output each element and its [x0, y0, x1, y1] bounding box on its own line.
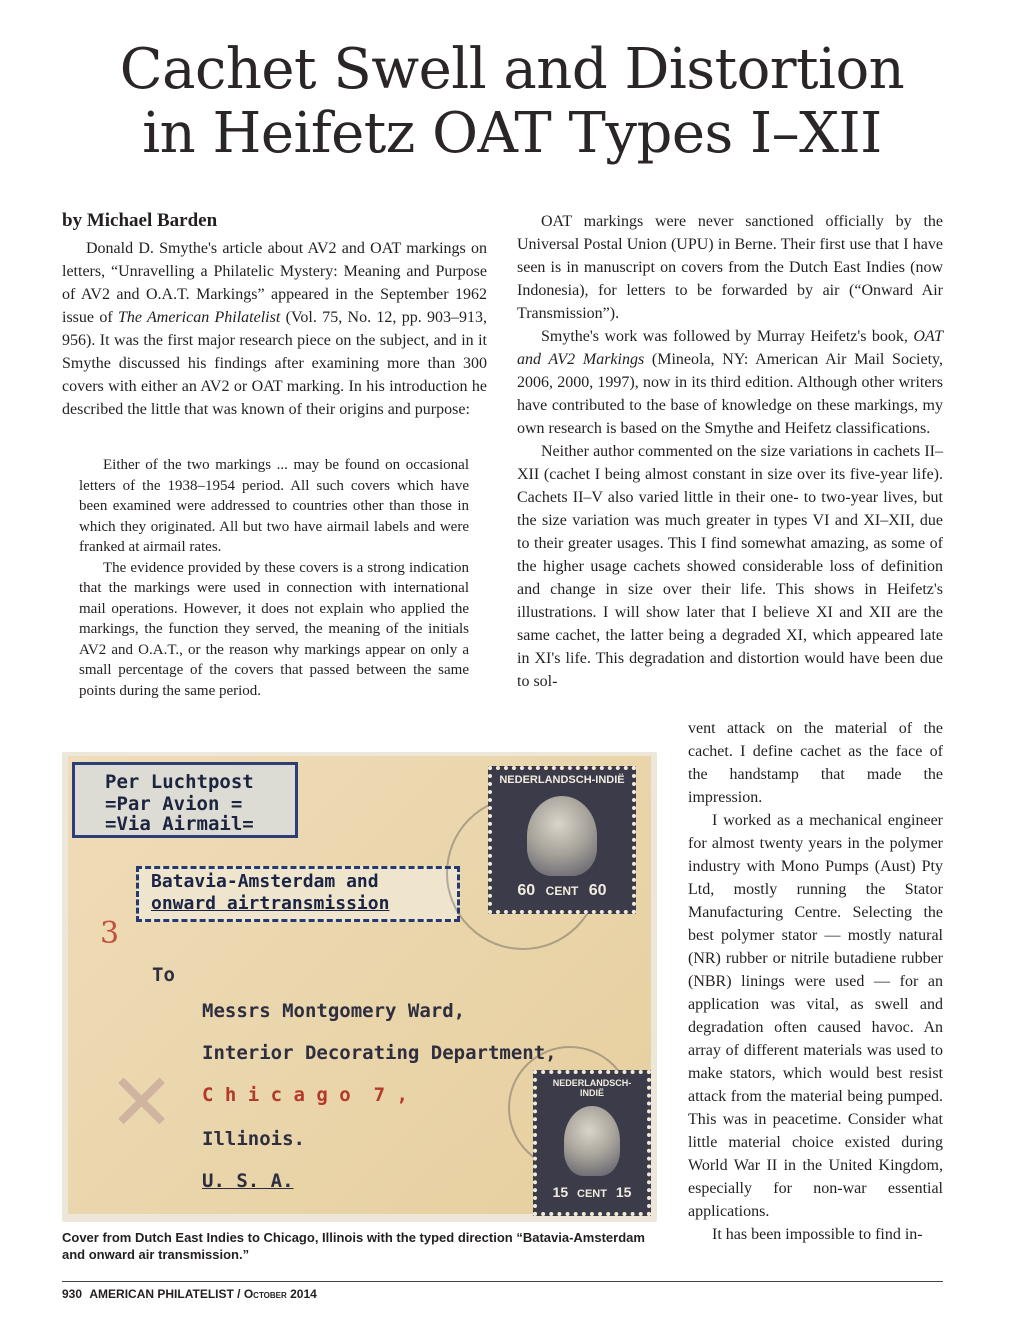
- title-line-1: Cachet Swell and Distortion: [119, 37, 905, 102]
- stamp-value-left: 60: [517, 882, 536, 899]
- airmail-label-line: Per Luchtpost: [105, 771, 254, 793]
- paragraph: It has been impossible to find in-: [712, 1226, 923, 1243]
- paragraph: [62, 237, 487, 421]
- page-footer: [62, 1287, 317, 1301]
- article-title: [40, 38, 984, 166]
- route-label-line: Batavia-Amsterdam and: [151, 871, 379, 892]
- address-line: Illinois.: [202, 1128, 305, 1150]
- paragraph: [517, 325, 943, 440]
- paragraph-text: Donald D. Smythe's article about AV2 and OAT markings on letters, “Unravelling a Philatelic Mystery: Meaning and Purpose of AV2 and O.A.T. Markings” appeared in the September 1962 issue of: [62, 240, 487, 326]
- crossed-mark-icon: ✕: [108, 1056, 176, 1149]
- stamp-value-right: 60: [588, 882, 607, 899]
- stamp-cent: CENT: [577, 1188, 607, 1200]
- stamp-cent: CENT: [545, 884, 579, 898]
- address-line: Messrs Montgomery Ward,: [202, 1000, 466, 1022]
- stamp-value-right: 15: [615, 1184, 632, 1200]
- airmail-label-line: =Par Avion =: [105, 793, 243, 815]
- stamp-country-line: NEDERLANDSCH-: [552, 1078, 632, 1088]
- stamp-value: [537, 1184, 647, 1200]
- issue-date: October 2014: [243, 1287, 317, 1301]
- portrait-icon: [527, 796, 597, 876]
- stamp-60-cent: [488, 766, 636, 914]
- title-line-2: in Heifetz OAT Types I–XII: [142, 101, 882, 166]
- airmail-label: [72, 762, 298, 838]
- route-label: [136, 866, 460, 922]
- paragraph: OAT markings were never sanctioned officially by the Universal Postal Union (UPU) in Berne. Their first use that I have seen is in manuscript on covers from the Dutch East Indies (now Indonesia), for letters to be forwarded by air (“Onward Air Transmission”).: [517, 213, 943, 322]
- paragraph: vent attack on the material of the cachet. I define cachet as the face of the handstamp that made the impression.: [688, 720, 943, 806]
- pencil-mark: 3: [100, 916, 120, 951]
- byline: by Michael Barden: [62, 210, 218, 231]
- quote-paragraph: The evidence provided by these covers is a strong indication that the markings were used in connection with international mail operations. However, it does not explain who applied the markings, the function they served, the meaning of the initials AV2 and O.A.T., or the reason why markings appear on only a small percentage of the covers that passed between the same points during the same period.: [79, 559, 469, 699]
- column-1: [62, 237, 487, 421]
- airmail-label-line: =Via Airmail=: [105, 813, 254, 835]
- paragraph: Neither author commented on the size variations in cachets II–XII (cachet I being almost constant in size over its five-year life). Cachets II–V also varied little in their one- to two-year lives, but the size variation was much greater in types VI and XI–XII, due to their greater usages. This I find somewhat amazing, as some of the higher usage cachets showed considerable loss of definition and change in size over their life. This shows in Heifetz's illustrations. I will show later that I believe XI and XII are the same cachet, the latter being a degraded XI, which appeared late in XI's life. This degradation and distortion would have been due to sol-: [517, 443, 943, 690]
- address-line: Interior Decorating Department,: [202, 1042, 557, 1064]
- stamp-country: [537, 1078, 647, 1098]
- figure-caption: Cover from Dutch East Indies to Chicago, Illinois with the typed direction “Batavia-Amsterdam and onward air transmission.”: [62, 1230, 645, 1262]
- address-line: To: [152, 964, 175, 986]
- stamp-15-cent: [533, 1070, 651, 1216]
- stamp-country: NEDERLANDSCH-INDIË: [499, 774, 625, 786]
- column-2: [517, 210, 943, 693]
- quote-paragraph: Either of the two markings ... may be found on occasional letters of the 1938–1954 period. All such covers which have been examined were addressed to countries other than those in which they originated. All but two have airmail labels and were franked at airmail rates.: [79, 457, 469, 555]
- journal-title: The American Philatelist: [117, 309, 281, 326]
- address-line: C h i c a g o 7 ,: [202, 1084, 408, 1106]
- column-3: [688, 717, 943, 1246]
- address-line: U. S. A.: [202, 1170, 294, 1192]
- paragraph-text: (Vol. 75, No. 12, pp. 903–913, 956). It was the first major research piece on the subject, and in it Smythe discussed his findings after examining more than 300 covers with either an AV2 or OAT marking. In his introduction he described the little that was known of their origins and purpose:: [62, 309, 488, 418]
- stamp-country-line: INDIË: [579, 1088, 604, 1098]
- route-label-line: onward airtransmission: [151, 893, 390, 914]
- stamp-value: [492, 882, 632, 900]
- block-quote: [79, 455, 469, 701]
- paragraph-text: Smythe's work was followed by Murray Heifetz's book,: [541, 328, 914, 345]
- page-number: 930: [62, 1287, 83, 1301]
- publication-name: AMERICAN PHILATELIST /: [89, 1287, 244, 1301]
- envelope: [68, 756, 651, 1214]
- paragraph-text: (Mineola, NY: American Air Mail Society, 2006, 2000, 1997), now in its third edition. Although other writers have contributed to the base of knowledge on these markings, my own research is based on the Smythe and Heifetz classifications.: [517, 351, 943, 437]
- stamp-value-left: 15: [552, 1184, 569, 1200]
- footer-rule: [62, 1281, 943, 1282]
- book-title: OAT and AV2 Markings: [517, 328, 943, 368]
- cover-photo: [62, 752, 657, 1222]
- paragraph: I worked as a mechanical engineer for almost twenty years in the polymer industry with Mono Pumps (Aust) Pty Ltd, mostly running the Stator Manufacturing Centre. Selecting the best polymer stator — mostly natural (NR) rubber or nitrile butadiene rubber (NBR) linings were used — for an application was vital, as swell and degradation often caused havoc. An array of different materials was used to make stators, which would best resist attack from the material being pumped. This was in peacetime. Consider what little material choice existed during World War II in the United Kingdom, especially for non-war essential applications.: [688, 812, 943, 1220]
- portrait-icon: [564, 1106, 620, 1176]
